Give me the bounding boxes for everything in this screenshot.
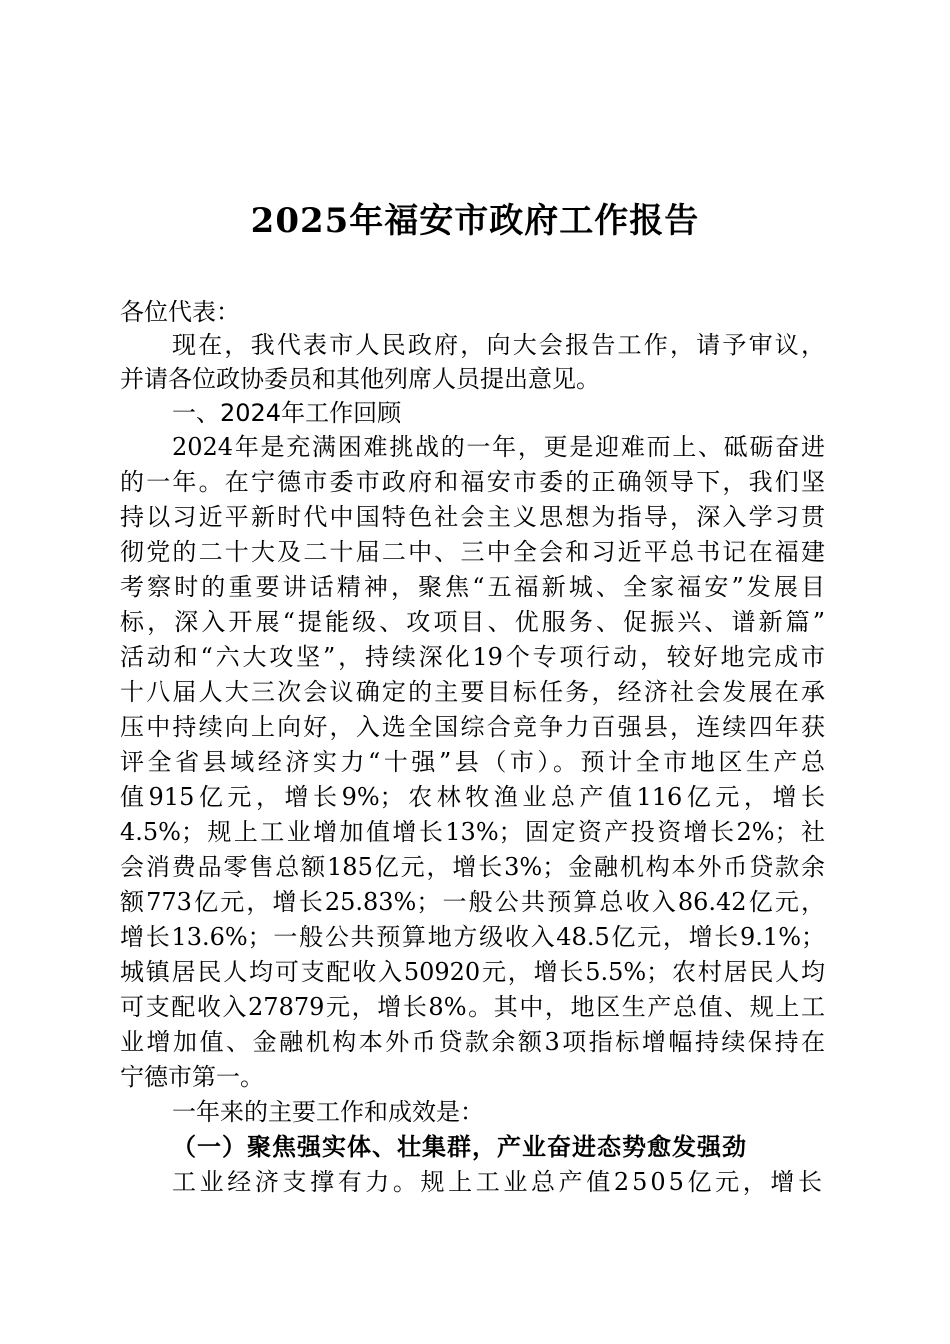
paragraph-line: 彻党的二十大及二十届二中、三中全会和习近平总书记在福建 [120, 538, 825, 566]
paragraph-line: 的一年。在宁德市委市政府和福安市委的正确领导下，我们坚 [120, 468, 825, 496]
paragraph-line: 宁德市第一。 [120, 1063, 264, 1091]
paragraph-line: 值915亿元，增长9%；农林牧渔业总产值116亿元，增长 [120, 783, 825, 811]
paragraph-line: 2024年是充满困难挑战的一年，更是迎难而上、砥砺奋进 [172, 433, 825, 461]
intro-line: 现在，我代表市人民政府，向大会报告工作，请予审议， [172, 331, 825, 359]
document-title: 2025年福安市政府工作报告 [250, 201, 700, 241]
salutation: 各位代表： [120, 298, 240, 326]
intro-line: 并请各位政协委员和其他列席人员提出意见。 [120, 365, 600, 393]
paragraph-line: 会消费品零售总额185亿元，增长3%；金融机构本外币贷款余 [120, 853, 825, 881]
paragraph-line: 可支配收入27879元，增长8%。其中，地区生产总值、规上工 [120, 993, 825, 1021]
paragraph-line: 标，深入开展“提能级、攻项目、优服务、促振兴、谱新篇” [120, 608, 825, 636]
paragraph-line: 增长13.6%；一般公共预算地方级收入48.5亿元，增长9.1%； [120, 923, 825, 951]
paragraph-line: 4.5%；规上工业增加值增长13%；固定资产投资增长2%；社 [120, 818, 825, 846]
paragraph-line: 十八届人大三次会议确定的主要目标任务，经济社会发展在承 [120, 678, 825, 706]
paragraph-line: 业增加值、金融机构本外币贷款余额3项指标增幅持续保持在 [120, 1028, 825, 1056]
paragraph-line: 城镇居民人均可支配收入50920元，增长5.5%；农村居民人均 [120, 958, 825, 986]
paragraph-line: 考察时的重要讲话精神，聚焦“五福新城、全家福安”发展目 [120, 573, 825, 601]
subsection-heading: （一）聚焦强实体、壮集群，产业奋进态势愈发强劲 [172, 1133, 747, 1161]
paragraph-line: 活动和“六大攻坚”，持续深化19个专项行动，较好地完成市 [120, 643, 825, 671]
paragraph-line: 工业经济支撑有力。规上工业总产值2505亿元，增长 [172, 1168, 825, 1196]
achievements-intro: 一年来的主要工作和成效是： [172, 1098, 484, 1126]
paragraph-line: 评全省县域经济实力“十强”县（市）。预计全市地区生产总 [120, 748, 825, 776]
paragraph-line: 压中持续向上向好，入选全国综合竞争力百强县，连续四年获 [120, 713, 825, 741]
paragraph-line: 额773亿元，增长25.83%；一般公共预算总收入86.42亿元， [120, 888, 825, 916]
paragraph-line: 持以习近平新时代中国特色社会主义思想为指导，深入学习贯 [120, 503, 825, 531]
section-heading: 一、2024年工作回顾 [172, 399, 402, 427]
